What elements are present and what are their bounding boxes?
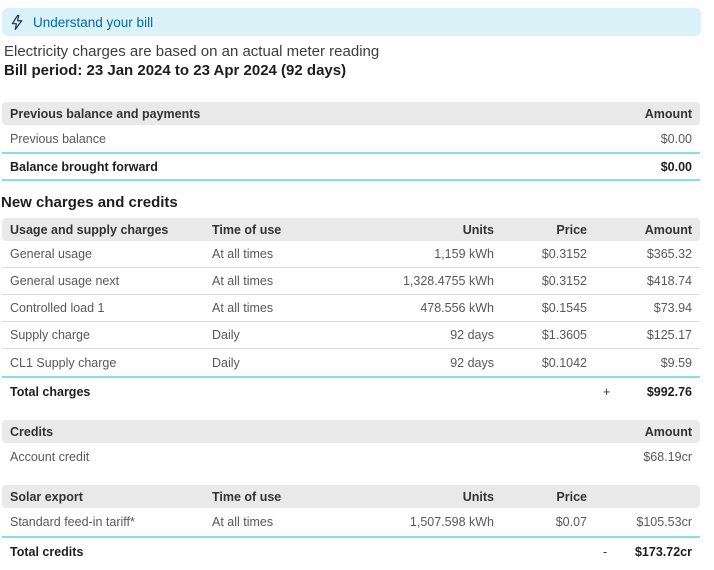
row-amount: $73.94 bbox=[653, 301, 692, 315]
row-price: $1.3605 bbox=[541, 328, 587, 342]
lightning-bolt-icon bbox=[10, 14, 24, 31]
row-label: General usage bbox=[10, 247, 93, 261]
table-row bbox=[2, 443, 700, 471]
row-time-of-use: At all times bbox=[212, 247, 274, 261]
table-row bbox=[2, 322, 700, 349]
table-row bbox=[2, 268, 700, 295]
row-units: 92 days bbox=[450, 355, 494, 370]
understand-your-bill-banner[interactable] bbox=[2, 8, 701, 36]
row-units: 92 days bbox=[450, 328, 494, 342]
intro-block bbox=[4, 44, 379, 79]
header-units: Units bbox=[462, 222, 494, 237]
header-label: Solar export bbox=[10, 489, 83, 504]
row-time-of-use: At all times bbox=[212, 301, 274, 315]
minus-operator: - bbox=[603, 544, 608, 559]
row-units: 1,159 kWh bbox=[434, 247, 494, 261]
credits-header bbox=[2, 420, 700, 443]
row-amount: $68.19cr bbox=[643, 450, 692, 464]
row-amount: $365.32 bbox=[646, 247, 692, 261]
header-price: Price bbox=[556, 222, 587, 237]
row-price: $0.07 bbox=[555, 515, 587, 529]
row-amount: $125.17 bbox=[646, 328, 692, 342]
header-amount: Amount bbox=[644, 222, 692, 237]
table-row bbox=[2, 508, 700, 536]
header-time-of-use: Time of use bbox=[212, 489, 282, 504]
total-credits-row bbox=[2, 536, 700, 565]
total-label: Balance brought forward bbox=[10, 159, 158, 174]
row-label: Account credit bbox=[10, 450, 90, 464]
header-amount: Amount bbox=[644, 424, 692, 439]
header-time-of-use: Time of use bbox=[212, 222, 282, 237]
table-row bbox=[2, 125, 700, 152]
solar-export-table bbox=[2, 485, 700, 565]
row-label: Previous balance bbox=[10, 131, 106, 146]
total-label: Total credits bbox=[10, 544, 84, 559]
plus-operator: + bbox=[603, 384, 611, 399]
usage-and-supply-table bbox=[2, 218, 700, 405]
header-label: Usage and supply charges bbox=[10, 222, 169, 237]
header-price: Price bbox=[556, 489, 587, 504]
header-label: Previous balance and payments bbox=[10, 106, 201, 121]
previous-balance-table bbox=[2, 102, 700, 181]
row-label: Supply charge bbox=[10, 328, 90, 342]
row-units: 1,328.4755 kWh bbox=[402, 274, 494, 288]
row-amount: $9.59 bbox=[660, 355, 692, 370]
balance-brought-forward-row bbox=[2, 152, 700, 181]
header-units: Units bbox=[462, 489, 494, 504]
row-label: Controlled load 1 bbox=[10, 301, 105, 315]
header-amount: Amount bbox=[644, 106, 692, 121]
bill-period: Bill period: 23 Jan 2024 to 23 Apr 2024 (92 days) bbox=[4, 62, 347, 79]
row-time-of-use: At all times bbox=[212, 515, 274, 529]
row-price: $0.3152 bbox=[541, 274, 587, 288]
total-amount: $992.76 bbox=[646, 384, 692, 399]
header-label: Credits bbox=[10, 424, 54, 439]
row-price: $0.1545 bbox=[541, 301, 587, 315]
row-time-of-use: Daily bbox=[212, 328, 240, 342]
row-price: $0.3152 bbox=[541, 247, 587, 261]
row-units: 1,507.598 kWh bbox=[409, 515, 494, 529]
row-amount: $105.53cr bbox=[636, 515, 692, 529]
table-row bbox=[2, 295, 700, 322]
section-heading-new-charges: New charges and credits bbox=[1, 194, 178, 211]
total-amount: $0.00 bbox=[660, 159, 692, 174]
row-price: $0.1042 bbox=[541, 355, 587, 370]
solar-header bbox=[2, 485, 700, 508]
total-amount: $173.72cr bbox=[634, 544, 692, 559]
row-amount: $418.74 bbox=[646, 274, 692, 288]
table-row bbox=[2, 241, 700, 268]
meter-reading-note: Electricity charges are based on an actual meter reading bbox=[4, 43, 380, 60]
banner-title: Understand your bill bbox=[33, 14, 154, 30]
row-time-of-use: At all times bbox=[212, 274, 274, 288]
row-time-of-use: Daily bbox=[212, 355, 240, 370]
total-charges-row bbox=[2, 376, 700, 405]
total-amount-cell bbox=[587, 385, 692, 399]
credits-table bbox=[2, 420, 700, 471]
row-label: Standard feed-in tariff* bbox=[10, 515, 135, 529]
usage-table-header bbox=[2, 218, 700, 241]
table-row bbox=[2, 349, 700, 376]
previous-balance-header bbox=[2, 102, 700, 125]
total-amount-cell bbox=[587, 545, 692, 559]
total-label: Total charges bbox=[10, 384, 91, 399]
row-label: General usage next bbox=[10, 274, 120, 288]
row-units: 478.556 kWh bbox=[420, 301, 494, 315]
row-amount: $0.00 bbox=[660, 131, 692, 146]
row-label: CL1 Supply charge bbox=[10, 355, 117, 370]
